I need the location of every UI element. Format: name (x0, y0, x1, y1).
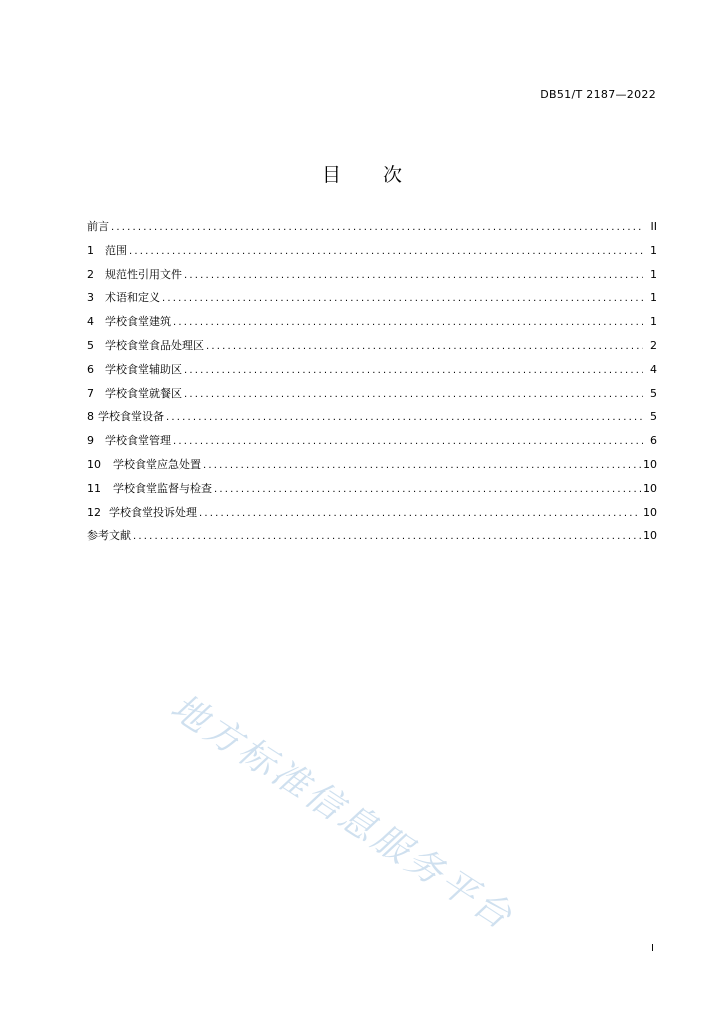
toc-entry-label: 学校食堂应急处置 (113, 457, 201, 471)
toc-entry-6[interactable] (87, 361, 657, 385)
toc-leader-dots (173, 436, 643, 447)
toc-entry-11[interactable] (87, 480, 657, 504)
toc-leader-dots (133, 531, 641, 542)
toc-entry-page: 10 (643, 505, 657, 519)
toc-entry-5[interactable] (87, 337, 657, 361)
toc-entry-page: 10 (643, 529, 657, 543)
toc-entry-number: 8 (87, 410, 94, 424)
toc-entry-label: 前言 (87, 220, 109, 233)
toc-entry-number: 5 (87, 338, 94, 352)
toc-entry-9[interactable] (87, 432, 657, 456)
toc-entry-number: 12 (87, 505, 101, 519)
watermark: 地方标准信息服务平台 (163, 686, 522, 939)
toc-entry-label: 学校食堂投诉处理 (109, 505, 197, 519)
toc-entry-page: 4 (650, 362, 657, 376)
toc-entry-number: 1 (87, 243, 94, 257)
toc-entry-label: 学校食堂管理 (105, 434, 171, 448)
toc-leader-dots (129, 246, 643, 257)
toc-entry-page: 1 (650, 315, 657, 329)
toc-entry-2[interactable] (87, 266, 657, 290)
toc-leader-dots (203, 460, 641, 471)
page-number: I (651, 943, 654, 954)
toc-entry-12[interactable] (87, 504, 657, 528)
toc-entry-page: 1 (650, 291, 657, 305)
toc-entry-label: 参考文献 (87, 529, 131, 543)
toc-entry-label: 学校食堂监督与检查 (113, 481, 212, 495)
toc-entry-number: 2 (87, 267, 94, 281)
toc-leader-dots (199, 508, 641, 519)
document-code: DB51/T 2187—2022 (540, 88, 656, 101)
toc-entry-label: 学校食堂就餐区 (105, 386, 182, 400)
toc-entry-page: 1 (650, 267, 657, 281)
toc-leader-dots (214, 484, 641, 495)
toc-entry-7[interactable] (87, 385, 657, 409)
toc-entry-label: 范围 (105, 243, 127, 257)
toc-entry-label: 规范性引用文件 (105, 267, 182, 281)
toc-entry-number: 9 (87, 434, 94, 448)
toc-entry-label: 术语和定义 (105, 291, 160, 305)
toc-entry-page: 5 (650, 386, 657, 400)
toc-leader-dots (184, 389, 643, 400)
toc-leader-dots (162, 293, 643, 304)
toc-entry-4[interactable] (87, 313, 657, 337)
toc-entry-number: 10 (87, 457, 101, 471)
toc-entry-page: 6 (650, 434, 657, 448)
toc-entry-3[interactable] (87, 289, 657, 313)
toc-entry-number: 11 (87, 481, 101, 495)
toc-entry-10[interactable] (87, 456, 657, 480)
toc-leader-dots (184, 270, 643, 281)
toc-title-char-2: 次 (383, 164, 403, 186)
toc-entry-page: 5 (650, 410, 657, 424)
toc-entry-page: 10 (643, 457, 657, 471)
toc-list (87, 218, 657, 551)
toc-title (0, 160, 724, 187)
toc-entry-references[interactable] (87, 527, 657, 551)
toc-entry-label: 学校食堂食品处理区 (105, 338, 204, 352)
toc-leader-dots (111, 222, 643, 233)
toc-leader-dots (166, 412, 643, 423)
toc-entry-label: 学校食堂辅助区 (105, 362, 182, 376)
toc-entry-page: 2 (650, 338, 657, 352)
toc-entry-label: 学校食堂设备 (98, 410, 164, 424)
toc-entry-number: 3 (87, 291, 94, 305)
toc-entry-number: 4 (87, 315, 94, 329)
toc-entry-number: 6 (87, 362, 94, 376)
toc-entry-page: 1 (650, 243, 657, 257)
toc-entry-number: 7 (87, 386, 94, 400)
toc-entry-page: II (650, 220, 657, 233)
toc-leader-dots (173, 317, 643, 328)
toc-leader-dots (184, 365, 643, 376)
toc-entry-8[interactable] (87, 408, 657, 432)
toc-title-char-1: 目 (321, 164, 341, 186)
toc-entry-foreword[interactable] (87, 218, 657, 242)
toc-entry-1[interactable] (87, 242, 657, 266)
toc-entry-label: 学校食堂建筑 (105, 315, 171, 329)
toc-leader-dots (206, 341, 643, 352)
toc-entry-page: 10 (643, 481, 657, 495)
